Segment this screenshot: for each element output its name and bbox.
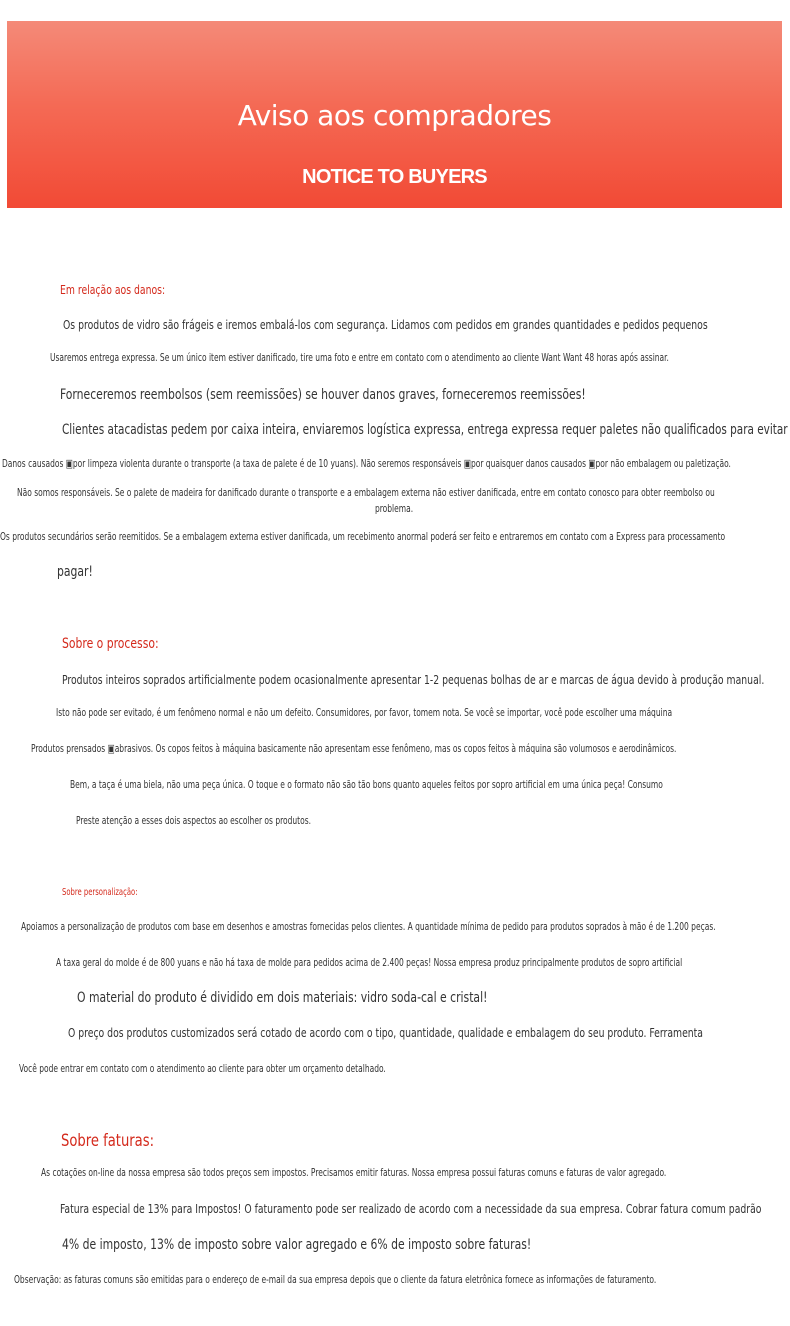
notice-banner (7, 21, 782, 208)
custom-line-1: Apoiamos a personalização de produtos com base em desenhos e amostras fornecidas pelos clientes. A quantidade mínima de pedido para produtos soprados à mão é de 1.200 peças. (21, 920, 716, 933)
damage-line-1: Os produtos de vidro são frágeis e iremos embalá-los com segurança. Lidamos com pedidos em grandes quantidades e pedidos pequenos (63, 318, 708, 332)
custom-line-5: Você pode entrar em contato com o atendimento ao cliente para obter um orçamento detalhado. (19, 1062, 386, 1075)
invoice-line-3: 4% de imposto, 13% de imposto sobre valor agregado e 6% de imposto sobre faturas! (62, 1237, 532, 1253)
damage-line-9: pagar! (57, 564, 93, 580)
invoice-line-1: As cotações on-line da nossa empresa são todos preços sem impostos. Precisamos emitir faturas. Nossa empresa possui faturas comuns e faturas de valor agregado. (41, 1166, 667, 1179)
invoice-line-4: Observação: as faturas comuns são emitidas para o endereço de e-mail da sua empresa depois que o cliente da fatura eletrônica fornece as informações de faturamento. (14, 1273, 657, 1286)
damage-line-4: Clientes atacadistas pedem por caixa inteira, enviaremos logística expressa, entrega expressa requer paletes não qualificados para evitar (62, 422, 788, 438)
custom-line-4: O preço dos produtos customizados será cotado de acordo com o tipo, quantidade, qualidade e embalagem do seu produto. Ferramenta (68, 1026, 704, 1040)
damage-line-2: Usaremos entrega expressa. Se um único item estiver danificado, tire uma foto e entre em contato com o atendimento ao cliente Want Want 48 horas após assinar. (50, 351, 669, 364)
damage-heading: Em relação aos danos: (60, 283, 166, 297)
banner-title: Aviso aos compradores (237, 99, 552, 132)
custom-heading: Sobre personalização: (62, 887, 138, 898)
custom-line-3: O material do produto é dividido em dois materiais: vidro soda-cal e cristal! (77, 990, 488, 1006)
banner-subtitle: NOTICE TO BUYERS (302, 166, 487, 188)
damage-line-3: Forneceremos reembolsos (sem reemissões) se houver danos graves, forneceremos reemissões! (60, 387, 586, 403)
process-line-5: Preste atenção a esses dois aspectos ao escolher os produtos. (76, 814, 312, 827)
process-heading: Sobre o processo: (62, 636, 159, 652)
process-line-2: Isto não pode ser evitado, é um fenômeno normal e não um defeito. Consumidores, por favor, tomem nota. Se você se importar, você pode escolher uma máquina (56, 706, 673, 719)
process-line-1: Produtos inteiros soprados artificialmente podem ocasionalmente apresentar 1-2 pequenas bolhas de ar e marcas de água devido à produção manual. (62, 673, 765, 687)
damage-line-6: Não somos responsáveis. Se o palete de madeira for danificado durante o transporte e a embalagem externa não estiver danificada, entre em contato conosco para obter reembolso ou (17, 486, 715, 499)
invoice-heading: Sobre faturas: (61, 1131, 155, 1151)
custom-line-2: A taxa geral do molde é de 800 yuans e não há taxa de molde para pedidos acima de 2.400 peças! Nossa empresa produz principalmente produtos de sopro artificial (56, 956, 683, 969)
damage-line-7: problema. (375, 502, 414, 515)
process-line-3: Produtos prensados ▣abrasivos. Os copos feitos à máquina basicamente não apresentam esse fenômeno, mas os copos feitos à máquina são volumosos e aerodinâmicos. (31, 742, 677, 755)
invoice-line-2: Fatura especial de 13% para Impostos! O faturamento pode ser realizado de acordo com a necessidade da sua empresa. Cobrar fatura comum padrão (60, 1202, 762, 1216)
damage-line-8: Os produtos secundários serão reemitidos. Se a embalagem externa estiver danificada, um recebimento anormal poderá ser feito e entraremos em contato com a Express para processamento (0, 530, 726, 543)
process-line-4: Bem, a taça é uma biela, não uma peça única. O toque e o formato não são tão bons quanto aqueles feitos por sopro artificial em uma única peça! Consumo (70, 778, 663, 791)
damage-line-5: Danos causados ▣por limpeza violenta durante o transporte (a taxa de palete é de 10 yuans). Não seremos responsáveis ▣por quaisquer danos causados ▣por não embalagem ou paletização. (2, 457, 731, 470)
